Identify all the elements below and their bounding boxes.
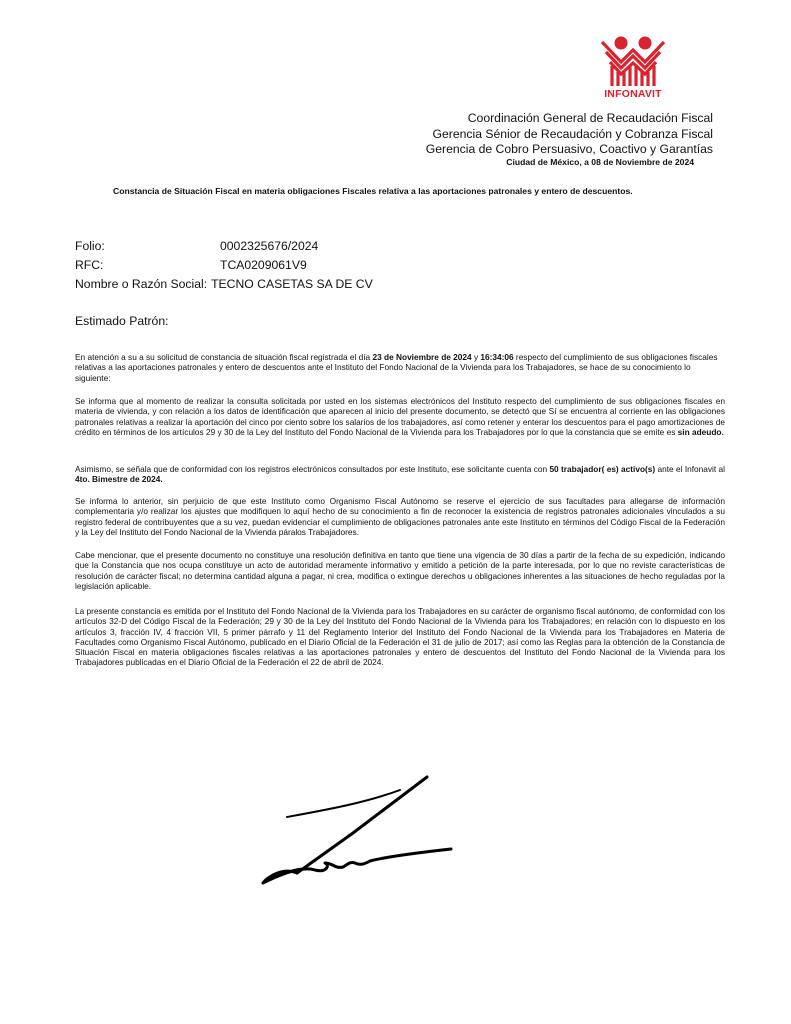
paragraph-validity: Cabe mencionar, que el presente documento no constituye una resolución definitiva en tanto que tiene una vigencia de 30 días a partir de la fecha de su expedición, indicando que la Constancia que nos ocupa constituye un acto de autoridad meramente informativo y emitido a petición de la parte interesada, por lo que no reviste características de resolución de carácter fiscal; no determina cantidad alguna a pagar, ni crea, modifica o extingue derechos u obligaciones inherentes a las situaciones de hecho reguladas por la legislación aplicable. (75, 550, 725, 591)
text: Se informa que al momento de realizar la consulta solicitada por usted en los sistemas electrónicos del Instituto respecto del cumplimiento de sus obligaciones fiscales en materia de vivienda, y con relación a los datos de identificación que aparecen al inicio del presente documento, se detectó que Sí se encuentra al corriente en las obligaciones patronales relativas a realizar la aportación del cinco por ciento sobre los salarios de los trabajadores, así como retener y enterar los descuentos para el pago amortizaciones de crédito en términos de los artículos 29 y 30 de la Ley del Instituto del Fondo Nacional de la Vivienda para los Trabajadores por lo que la constancia que se emite es (75, 396, 725, 437)
name-row (75, 275, 373, 294)
name-label: Nombre o Razón Social: (75, 277, 208, 291)
taxpayer-fields (75, 237, 373, 294)
header-line: Gerencia de Cobro Persuasivo, Coactivo y Garantías (425, 142, 713, 156)
document-date: Ciudad de México, a 08 de Noviembre de 2024 (506, 157, 694, 167)
greeting: Estimado Patrón: (75, 314, 169, 328)
header-line: Coordinación General de Recaudación Fiscal (467, 111, 713, 125)
text: Asimismo, se señala que de conformidad con los registros electrónicos consultados por este Instituto, ese solicitante cuenta con (75, 464, 550, 474)
debt-status: sin adeudo. (677, 426, 724, 437)
text: En atención a su a su solicitud de constancia de situación fiscal registrada el día (75, 352, 373, 362)
issuing-office (426, 111, 713, 158)
folio-label: Folio: (75, 239, 105, 253)
name-value: TECNO CASETAS SA DE CV (211, 277, 373, 291)
rfc-row (75, 256, 373, 275)
rfc-value: TCA0209061V9 (220, 258, 307, 272)
paragraph-legal-basis: La presente constancia es emitida por el Instituto del Fondo Nacional de la Vivienda para los Trabajadores en su carácter de organismo fiscal autónomo, de conformidad con los artículos 32-D del Código Fiscal de la Federación; 29 y 30 de la Ley del Instituto del Fondo Nacional de la Vivienda para los Trabajadores; en relación con lo dispuesto en los artículos 3, fracción IV, 4 fracción VII, 5 primer párrafo y 11 del Reglamento Interior del Instituto del Fondo Nacional de la Vivienda para los Trabajadores en Materia de Facultades como Organismo Fiscal Autónomo, publicado en el Diario Oficial de la Federación el 31 de julio de 2017; así como las Reglas para la obtención de la Constancia de Situación Fiscal en materia obligaciones fiscales relativas a las aportaciones patronales y entero de descuentos del Instituto del Fondo Nacional de la Vivienda para los Trabajadores publicadas en el Diario Oficial de la Federación el 22 de abril de 2024. (75, 606, 725, 668)
document-subject: Constancia de Situación Fiscal en materia obligaciones Fiscales relativa a las aportaciones patronales y entero de descuentos. (113, 186, 633, 196)
request-date: 23 de Noviembre de 2024 (372, 352, 472, 362)
folio-value: 0002325676/2024 (220, 239, 319, 253)
signature-icon (255, 765, 455, 890)
paragraph-request (75, 352, 725, 383)
text: ante el Infonavit al (655, 464, 725, 474)
text: y (471, 352, 481, 362)
header-line: Gerencia Sénior de Recaudación y Cobranza Fiscal (432, 126, 713, 141)
paragraph-workers (75, 464, 725, 485)
paragraph-status (75, 396, 725, 437)
folio-row (75, 237, 373, 256)
text: respecto del cumplimiento de sus obligaciones fiscales relativas a las aportaciones patronales y entero de descuentos ante el Instituto del Fondo Nacional de la Vivienda para los Trabajadores, se hace de su conocimiento lo siguiente: (75, 352, 718, 383)
active-workers: 50 trabajador( es) activo(s) (549, 464, 656, 474)
request-time: 16:34:06 (480, 352, 514, 362)
period: 4to. Bimestre de 2024. (75, 474, 163, 485)
paragraph-reservation: Se informa lo anterior, sin perjuicio de que este Instituto como Organismo Fiscal Autónomo se reserve el ejercicio de sus facultades para allegarse de información complementaria y/o realizar los ajustes que modifiquen lo aquí hecho de su conocimiento a fin de reconocer la existencia de registros patronales adicionales vinculados a su registro federal de contribuyentes que a su vez, puedan evidenciar el cumplimiento de obligaciones patronales ante este Instituto en términos del Código Fiscal de la Federación y la Ley del Instituto del Fondo Nacional de la Vivienda páralos Trabajadores. (75, 496, 725, 537)
rfc-label: RFC: (75, 258, 104, 272)
infonavit-logo-text: INFONAVIT (604, 88, 662, 100)
